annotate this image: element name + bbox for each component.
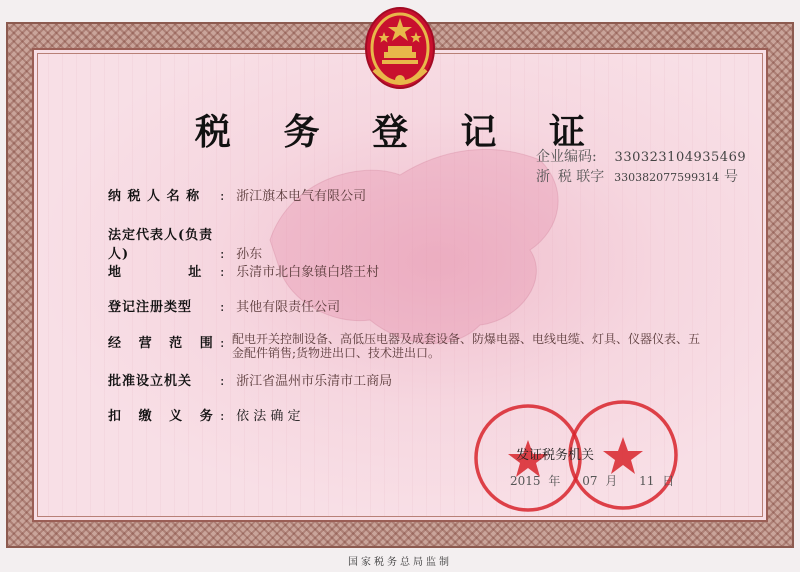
- business-scope-value: 配电开关控制设备、高低压电器及成套设备、防爆电器、电线电缆、灯具、仪器仪表、五金配件销售;货物进出口、技术进出口。: [232, 332, 701, 360]
- china-map-watermark: [250, 120, 580, 360]
- field-taxpayer-name: 纳 税 人 名 称 : 浙江旗本电气有限公司: [108, 185, 366, 204]
- field-label: 登记注册类型: [108, 300, 193, 315]
- tax-id-value: 330382077599314: [614, 171, 720, 184]
- field-label: 法定代表人(负责人): [108, 228, 214, 262]
- field-business-scope: 经 营 范 围 :: [108, 332, 232, 351]
- issue-day: 11: [639, 474, 655, 488]
- issue-month: 07: [582, 474, 598, 488]
- enterprise-code-label: 企业编码:: [536, 149, 597, 165]
- field-label: 纳 税 人 名 称: [108, 189, 201, 204]
- tax-id-prefix: 浙: [536, 169, 550, 185]
- field-label: 经 营 范 围: [108, 336, 214, 351]
- field-label: 批准设立机关: [108, 374, 193, 389]
- issue-date: 2015 年 07 月 11 日: [510, 474, 675, 488]
- field-value: 浙江旗本电气有限公司: [236, 189, 367, 204]
- field-value: 孙东: [236, 247, 263, 262]
- enterprise-code-value: 330323104935469: [614, 150, 747, 165]
- issue-year: 2015: [510, 474, 541, 488]
- tax-id-label: 税 联字: [557, 169, 605, 185]
- field-value: 其他有限责任公司: [236, 300, 341, 315]
- field-value: 浙江省温州市乐清市工商局: [236, 374, 393, 389]
- page-title: 税 务 登 记 证: [194, 111, 606, 153]
- field-label: 扣 缴 义 务: [108, 409, 214, 424]
- field-address: 地 址 : 乐清市北白象镇白塔王村: [108, 261, 379, 280]
- tax-id-suffix: 号: [724, 169, 738, 185]
- field-label: 地 址: [108, 265, 203, 280]
- field-value: 依 法 确 定: [236, 409, 301, 424]
- enterprise-code-line: [536, 146, 746, 166]
- field-withholding-obligation: 扣 缴 义 务 : 依 法 确 定: [108, 405, 301, 424]
- field-legal-representative: 法定代表人(负责人) : 孙东: [108, 224, 262, 262]
- field-approval-authority: 批准设立机关 : 浙江省温州市乐清市工商局: [108, 370, 392, 389]
- footer-supervision: 国家税务总局监制: [348, 557, 452, 568]
- issuing-authority-label: 发证税务机关: [516, 448, 595, 463]
- field-value: 乐清市北白象镇白塔王村: [236, 265, 380, 280]
- tax-id-line: [536, 166, 719, 186]
- field-registration-type: 登记注册类型 : 其他有限责任公司: [108, 296, 340, 315]
- national-emblem-icon: [360, 0, 440, 100]
